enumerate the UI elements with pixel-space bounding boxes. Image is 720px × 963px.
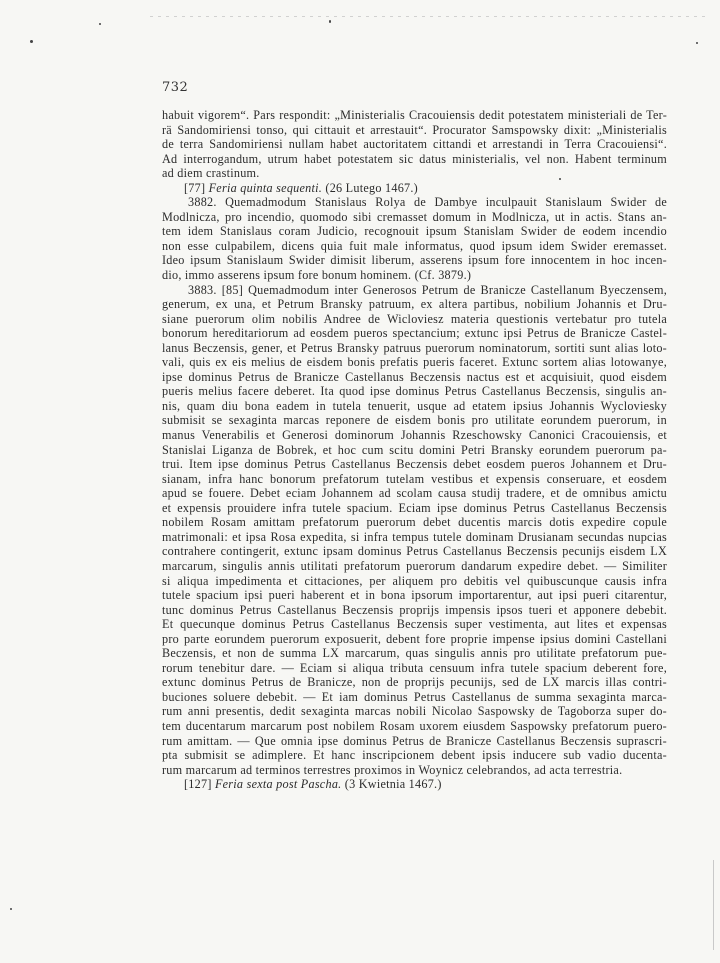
scan-edge-shadow (713, 860, 714, 950)
text-line: Ad interrogandum, utrum habet potestatem sic datus ministerialis, vel non. Habent terminum (162, 151, 667, 166)
text-line: Modlnicza, pro incendio, quomodo sibi cremasset domum in Modlnicza, ut in actis. Stans an- (162, 209, 667, 224)
scan-speck (99, 23, 101, 25)
text-line: dio, immo asserens ipsum fore bonum hominem. (Cf. 3879.) (162, 268, 472, 283)
text-line: manus Venerabilis et Generosi dominorum Johannis Rzeschowsky Canonici Cracouiensis, et (162, 428, 667, 443)
body-text (162, 108, 667, 792)
text-line: siane puerorum olim nobilis Andree de Wicloviesz materia questionis vertebatur pro tutela (162, 311, 667, 326)
text-line: pta submisit se adimplere. Et hanc inscripcionem debent ipsis inducere sub vadio ducenta- (162, 748, 667, 763)
text-line: marcarum, singulis annis utilitati prefatorum puerorum dandarum expedire debet. — Similiter (162, 558, 667, 573)
text-line: ad diem crastinum. (162, 166, 260, 181)
text-line: contrahere contingerit, extunc ipsam dominus Petrus Castellanus Beczensis pecunijs eisdem LX (162, 544, 667, 559)
session-heading-line: [77] Feria quinta sequenti. (26 Lutego 1467.) (184, 180, 418, 195)
text-line: pueris melius facere deberet. Ita quod ipse dominus Petrus Castellanus Beczensis, singulis an- (162, 384, 667, 399)
text-line: Beczensis, et non de summa LX marcarum, quas singulis annis pro utilitate prefatorum pue- (162, 646, 667, 661)
text-line: habuit vigorem“. Pars respondit: „Ministerialis Cracouiensis dedit potestatem ministeriali de Ter- (162, 108, 667, 122)
text-line: apud se fouere. Debet eciam Johannem ad scolam causa studij tradere, et de omnibus amictu (162, 486, 667, 501)
session-heading-line: [127] Feria sexta post Pascha. (3 Kwietnia 1467.) (184, 777, 442, 792)
text-line: pro parte eorundem puerorum exposuerit, debent fore proprie impense ipsius domini Castellani (162, 631, 667, 646)
text-line: generum, ex una, et Petrum Bransky patruum, ex altera partibus, nobilium Johannis et Dru- (162, 297, 667, 312)
text-line: tem idem Stanislaus coram Judicio, recognouit ipsum Stanislam Swider de eodem incendio (162, 224, 667, 239)
text-line: trui. Item ipse dominus Petrus Castellanus Beczensis debet eosdem pueros Johannem et Dru- (162, 457, 667, 472)
page-number: 732 (162, 80, 189, 95)
text-line: vali, quis ex eis melius de eisdem bonis prefatis pueris faceret. Extunc sortem alias lotowanye, (162, 355, 667, 370)
text-line: rorum tenebitur dare. — Eciam si aliqua tributa censuum infra tutele spacium deberent fore, (162, 660, 667, 675)
text-line: extunc dominus Petrus de Branicze, non de proprijs pecunijs, sed de LX marcis illas contri- (162, 675, 667, 690)
text-line: sianam, infra hanc bonorum prefatorum tutelam vestibus et expensis conseruare, et eosdem (162, 471, 667, 486)
text-line: rä Sandomiriensi tonso, qui cittauit et arrestauit“. Procurator Samspowsky dixit: „Ministerialis (162, 122, 667, 137)
text-line: 3882. Quemadmodum Stanislaus Rolya de Dambye inculpauit Stanislaum Swider de (188, 195, 667, 210)
text-line: buciones soluere debebit. — Et iam dominus Petrus Castellanus de summa sexaginta marca- (162, 689, 667, 704)
text-line: matrimonali: et ipsa Rosa expedita, si infra tempus tutele dominam Drusianam secundas nupcias (162, 529, 667, 544)
text-line: nobilem Rosam amittam prefatorum puerorum debet ducentis marcis dotis expedire copule (162, 515, 667, 530)
text-line: 3883. [85] Quemadmodum inter Generosos Petrum de Branicze Castellanum Byeczensem, (188, 282, 667, 297)
text-line: Ideo ipsum Stanislaum Swider dimisit liberum, asserens ipsum fore innocentem in hoc incen- (162, 253, 667, 268)
text-line: tunc dominus Petrus Castellanus Beczensis proprijs impensis ipsos tueri et apponere debebit. (162, 602, 667, 617)
text-line: lanus Beczensis, gener, et Petrus Bransky patruus puerorum nominatorum, sortiti sunt alias loto- (162, 340, 667, 355)
text-line: Et quecunque dominus Petrus Castellanus Beczensis super vestimenta, aut lites et expensas (162, 617, 667, 632)
text-line: rum marcarum ad terminos terrestres proximos in Woynicz celebrandos, ad acta terrestria. (162, 762, 623, 777)
text-line: bonorum hereditariorum ad eosdem pueros spectancium; extunc ipsi Petrus de Branicze Castel- (162, 326, 667, 341)
text-line: si aliqua impedimenta et cittaciones, per aliquem pro debitis vel quibuscunque causis infra (162, 573, 667, 588)
text-line: ipse dominus Petrus de Branicze Castellanus Beczensis nactus est et acquisiuit, quod eisdem (162, 369, 667, 384)
text-line: Stanislai Liganza de Bobrek, et hoc cum scitu domini Petri Bransky eorundem puerorum pa- (162, 442, 667, 457)
text-line: tem ducentarum marcarum post nobilem Rosam uxorem eiusdem Saspowsky prefatorum puero- (162, 718, 667, 733)
text-line: rum amittam. — Que omnia ipse dominus Petrus de Branicze Castellanus Beczensis suprascri- (162, 733, 667, 748)
top-edge-line (150, 16, 710, 17)
text-line: rum anni presentis, dedit sexaginta marcas nobili Nicolao Saspowsky de Tagoborza super do- (162, 704, 667, 719)
scan-speck (30, 40, 33, 43)
text-line: et expensis prouidere infra tutele spacium. Eciam ipse dominus Petrus Castellanus Beczensis (162, 500, 667, 515)
text-line: tutele spacium ipsi pueri haberent et in bona ipsorum importarentur, aut ipsi pueri citarentur, (162, 588, 667, 603)
text-line: non esse culpabilem, dicens quia fuit male informatus, quod ipsum idem Swider eremasset. (162, 238, 667, 253)
scan-speck (696, 42, 698, 44)
text-line: submisit se sexaginta marcas reponere de eisdem bonis pro utilitate eorundem puerorum, in (162, 413, 667, 428)
text-line: nis, quam diu bona eadem in tutela tenuerit, usque ad etatem ipsius Johannis Wycloviesky (162, 398, 667, 413)
text-line: de terra Sandomiriensi nullam habet auctoritatem cittandi et arrestandi in Terra Cracouiensi“. (162, 137, 667, 152)
scan-speck (329, 20, 331, 23)
scan-speck (10, 908, 12, 910)
